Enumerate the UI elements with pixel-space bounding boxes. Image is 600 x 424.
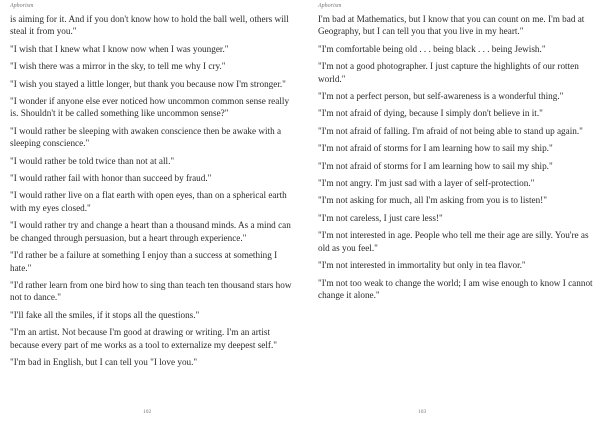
quote-paragraph: "I'm not a perfect person, but self-awareness is a wonderful thing." xyxy=(318,91,564,102)
quote-paragraph: "I would rather try and change a heart than a thousand minds. As a mind can be changed through persuasion, but a heart through experience." xyxy=(10,220,291,243)
running-header: Aphorism xyxy=(10,3,34,9)
running-header: Aphorism xyxy=(318,3,342,9)
quote-paragraph: "I'd rather learn from one bird how to sing than teach ten thousand stars how not to dance." xyxy=(10,279,292,303)
left-page-text xyxy=(10,13,295,373)
right-page-text xyxy=(318,13,596,306)
quote-paragraph: I'm bad at Mathematics, but I know that you can count on me. I'm bad at Geography, but I can tell you that you live in my heart." xyxy=(318,14,585,37)
quote-paragraph: "I would rather be sleeping with awaken conscience then be awake with a sleeping conscience." xyxy=(10,125,282,149)
quote-paragraph: "I'm not too weak to change the world; I am wise enough to know I cannot change it alone." xyxy=(318,277,593,300)
quote-paragraph: "I'm bad in English, but I can tell you "I love you." xyxy=(10,356,198,367)
quote-paragraph: "I'm not angry. I'm just sad with a layer of self-protection." xyxy=(318,178,535,189)
quote-paragraph: "I'm not asking for much, all I'm asking from you is to listen!" xyxy=(318,195,547,206)
quote-paragraph: "I'm an artist. Not because I'm good at drawing or writing. I'm an artist because every part of me works as a tool to externalize my deepest self." xyxy=(10,327,278,350)
quote-paragraph: "I'll fake all the smiles, if it stops all the questions." xyxy=(10,309,200,320)
quote-paragraph: "I wish there was a mirror in the sky, to tell me why I cry." xyxy=(10,61,226,72)
quote-paragraph: "I'm comfortable being old . . . being black . . . being Jewish." xyxy=(318,43,546,54)
quote-paragraph: "I wonder if anyone else ever noticed how uncommon common sense really is. Shouldn't it be called something like uncommon sense?" xyxy=(10,96,290,119)
quote-paragraph: "I'm not afraid of storms for I am learning how to sail my ship." xyxy=(318,143,553,154)
quote-paragraph: is aiming for it. And if you don't know how to hold the ball well, others will steal it from you." xyxy=(10,14,289,37)
page-number: 103 xyxy=(418,409,427,415)
quote-paragraph: "I wish you stayed a little longer, but thank you because now I'm stronger." xyxy=(10,78,286,89)
quote-paragraph: "I'm not careless, I just care less!" xyxy=(318,212,443,223)
quote-paragraph: "I would rather be told twice than not at all." xyxy=(10,155,175,166)
right-page xyxy=(300,0,600,424)
quote-paragraph: "I'm not interested in age. People who tell me their age are silly. You're as old as you feel." xyxy=(318,230,589,253)
quote-paragraph: "I'm not afraid of storms for I am learning how to sail my ship." xyxy=(318,160,553,171)
quote-paragraph: "I would rather live on a flat earth with open eyes, than on a spherical earth with my eyes closed." xyxy=(10,190,287,213)
page-number: 102 xyxy=(143,409,152,415)
quote-paragraph: "I'm not afraid of dying, because I simply don't believe in it." xyxy=(318,108,543,119)
quote-paragraph: "I'd rather be a failure at something I enjoy than a success at something I hate." xyxy=(10,250,278,273)
quote-paragraph: "I'm not interested in immortality but only in tea flavor." xyxy=(318,260,526,271)
quote-paragraph: "I wish that I knew what I know now when I was younger." xyxy=(10,43,229,54)
quote-paragraph: "I'm not afraid of falling. I'm afraid of not being able to stand up again." xyxy=(318,125,583,136)
quote-paragraph: "I'm not a good photographer. I just capture the highlights of our rotten world." xyxy=(318,61,579,84)
quote-paragraph: "I would rather fail with honor than succeed by fraud." xyxy=(10,173,212,184)
